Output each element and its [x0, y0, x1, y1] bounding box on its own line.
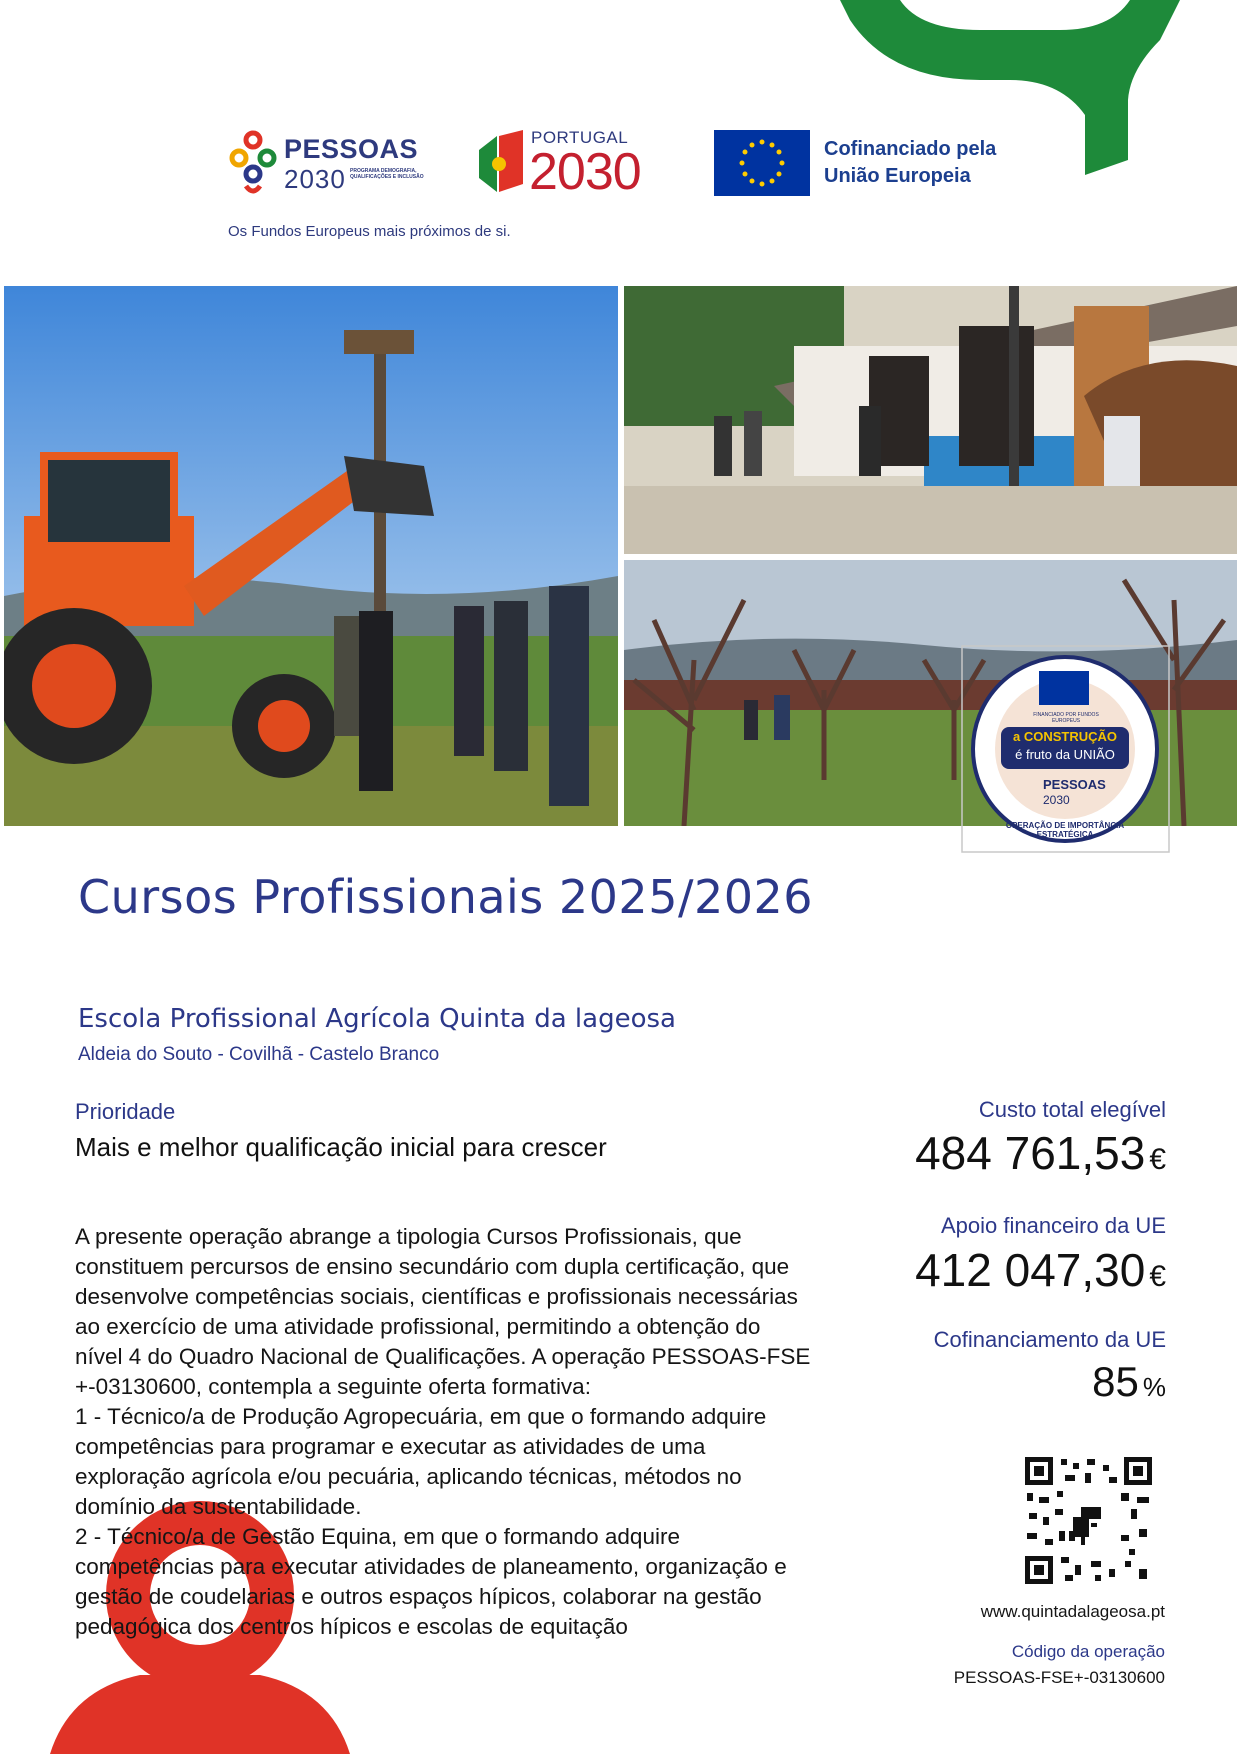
- pessoas-subtitle: PROGRAMA DEMOGRAFIA, QUALIFICAÇÕES E INCLUSÃO: [350, 168, 424, 180]
- badge-eu-flag-icon: [1039, 671, 1089, 705]
- badge-line1: a CONSTRUÇÃO: [1012, 729, 1117, 744]
- pessoas-title: PESSOAS: [284, 134, 419, 164]
- eu-flag-icon: [714, 130, 810, 196]
- eu-support: [915, 1243, 1166, 1297]
- priority-text: Mais e melhor qualificação inicial para crescer: [75, 1132, 607, 1162]
- total-cost-label: Custo total elegível: [978, 1097, 1166, 1122]
- operation-code-value: PESSOAS-FSE+-03130600: [953, 1668, 1165, 1687]
- eu-cofinancing-logo: [714, 130, 1014, 196]
- tractor-photo: [4, 286, 618, 826]
- pessoas-2030-logo: [228, 128, 424, 198]
- website-link[interactable]: www.quintadalageosa.pt: [980, 1602, 1165, 1621]
- pessoas-year: 2030: [284, 164, 346, 194]
- school-name: Escola Profissional Agrícola Quinta da lageosa: [78, 1004, 676, 1034]
- cofinancing-unit: %: [1142, 1372, 1166, 1402]
- operation-description: A presente operação abrange a tipologia Cursos Profissionais, que constituem percursos de ensino secundário com dupla certificação, que desenvolve competências sociais, científicas e profissionais necessárias ao exercício de uma atividade profissional, permitindo a obtenção do nível 4 do Quadro Nacional de Qualificações. A operação PESSOAS-FSE +-03130600, contempla a seguinte oferta formativa: 1 - Técnico/a de Produção Agropecuária, em que o formando adquire competências para programar e executar as atividades de uma exploração agrícola e/ou pecuária, aplicando técnicas, métodos no domínio da sustentabilidade. 2 - Técnico/a de Gestão Equina, em que o formando adquire competências para executar atividades de planeamento, organização e gestão de coudelarias e outros espaços hípicos, colaborar na gestão pedagógica dos centros hípicos e escolas de equitação: [75, 1224, 811, 1639]
- badge-top-text: FINANCIADO POR FUNDOS EUROPEUS: [1033, 712, 1099, 724]
- badge-brand: PESSOAS: [1043, 777, 1106, 792]
- badge-line2: é fruto da UNIÃO: [1015, 747, 1115, 762]
- eu-cofinancing-text: [824, 136, 996, 190]
- cofinancing-value: 85: [1092, 1358, 1139, 1405]
- operation-code-label: Código da operação: [1011, 1642, 1165, 1661]
- eu-support-label: Apoio financeiro da UE: [940, 1213, 1166, 1238]
- importance-badge: [961, 645, 1170, 853]
- tagline: Os Fundos Europeus mais próximos de si.: [228, 223, 511, 240]
- cofinancing: [1092, 1358, 1166, 1406]
- eu-support-value: 412 047,30: [915, 1244, 1146, 1296]
- pessoas-symbol-icon: [228, 130, 278, 196]
- cofinancing-label: Cofinanciamento da UE: [933, 1327, 1166, 1352]
- portugal-flag-icon: [477, 130, 527, 196]
- qr-code-icon[interactable]: [1025, 1457, 1152, 1584]
- portugal-label: PORTUGAL: [531, 128, 629, 147]
- total-cost: [915, 1126, 1166, 1180]
- page-title: Cursos Profissionais 2025/2026: [78, 870, 814, 924]
- portugal-2030-logo: [477, 128, 657, 201]
- qr-code-graphic: [1025, 1457, 1152, 1584]
- school-location: Aldeia do Souto - Covilhã - Castelo Branco: [78, 1044, 440, 1065]
- eu-support-unit: €: [1149, 1260, 1166, 1293]
- horse-stables-photo: [624, 286, 1237, 554]
- eu-text-line1: Cofinanciado pela: [824, 138, 997, 160]
- priority-label: Prioridade: [75, 1099, 176, 1124]
- badge-ring-text: OPERAÇÃO DE IMPORTÂNCIA ESTRATÉGICA: [1005, 821, 1125, 839]
- portugal-year: 2030: [529, 143, 641, 201]
- eu-text-line2: União Europeia: [824, 165, 971, 187]
- total-cost-value: 484 761,53: [915, 1127, 1146, 1179]
- badge-brand-year: 2030: [1043, 793, 1070, 807]
- total-cost-unit: €: [1149, 1143, 1166, 1176]
